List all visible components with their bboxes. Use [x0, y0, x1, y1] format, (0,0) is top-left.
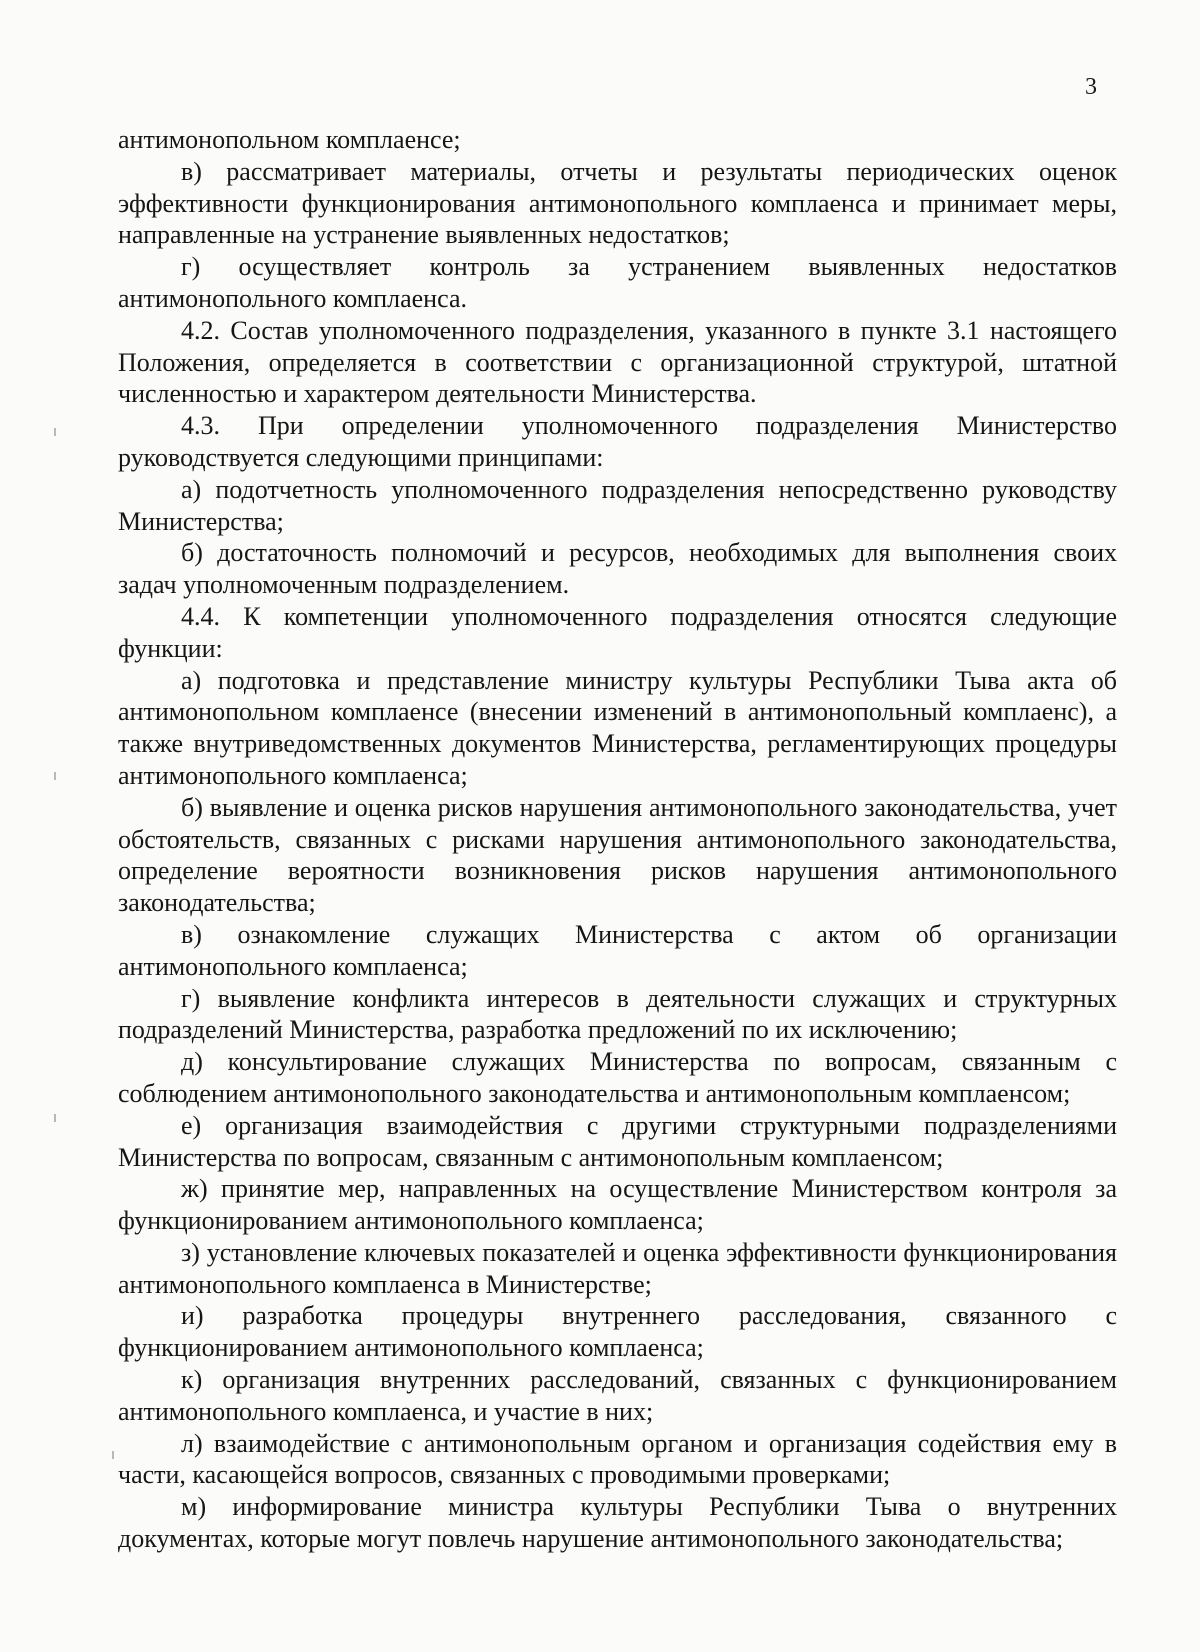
- scan-margin-mark: [112, 1451, 114, 1459]
- paragraph-4-4: 4.4. К компетенции уполномоченного подразделения относятся следующие функции:: [118, 601, 1117, 663]
- paragraph-4-3-b: б) достаточность полномочий и ресурсов, необходимых для выполнения своих задач уполномоченным подразделением.: [118, 538, 1117, 600]
- scan-margin-mark: [54, 428, 56, 436]
- paragraph-continuation: антимонопольном комплаенсе;: [118, 125, 461, 154]
- paragraph-4-4-m: м) информирование министра культуры Республики Тыва о внутренних документах, которые могут повлечь нарушение антимонопольного законодательства;: [118, 1492, 1117, 1554]
- paragraph-4-4-zh: ж) принятие мер, направленных на осуществление Министерством контроля за функционированием антимонопольного комплаенса;: [118, 1174, 1117, 1236]
- paragraph-4-4-v: в) ознакомление служащих Министерства с актом об организации антимонопольного комплаенса;: [118, 919, 1117, 981]
- paragraph-4-4-b: б) выявление и оценка рисков нарушения антимонопольного законодательства, учет обстоятельств, связанных с рисками нарушения антимонопольного законодательства, определение вероятности возникновения рисков нарушения антимонопольного законодательства;: [118, 792, 1117, 918]
- paragraph-4-3: 4.3. При определении уполномоченного подразделения Министерство руководствуется следующими принципами:: [118, 411, 1117, 472]
- paragraph-item-v: в) рассматривает материалы, отчеты и результаты периодических оценок эффективности функционирования антимонопольного комплаенса и принимает меры, направленные на устранение выявленных недостатков;: [118, 156, 1117, 250]
- page-number: 3: [1085, 74, 1097, 100]
- paragraph-item-g: г) осуществляет контроль за устранением выявленных недостатков антимонопольного комплаенса.: [118, 252, 1117, 313]
- scan-margin-mark: [54, 1114, 56, 1122]
- scan-margin-mark: [54, 772, 56, 780]
- paragraph-4-4-g: г) выявление конфликта интересов в деятельности служащих и структурных подразделений Министерства, разработка предложений по их исключению;: [118, 983, 1117, 1045]
- paragraph-4-4-l: л) взаимодействие с антимонопольным органом и организация содействия ему в части, касающейся вопросов, связанных с проводимыми проверками;: [118, 1428, 1117, 1490]
- paragraph-4-2: 4.2. Состав уполномоченного подразделения, указанного в пункте 3.1 настоящего Положения, определяется в соответствии с организационной структурой, штатной численностью и характером деятельности Министерства.: [118, 315, 1117, 409]
- paragraph-4-4-a: а) подготовка и представление министру культуры Республики Тыва акта об антимонопольном комплаенсе (внесении изменений в антимонопольный комплаенс), а также внутриведомственных документов Министерства, регламентирующих процедуры антимонопольного комплаенса;: [118, 665, 1117, 790]
- paragraph-4-4-z: з) установление ключевых показателей и оценка эффективности функционирования антимонопольного комплаенса в Министерстве;: [118, 1237, 1117, 1299]
- paragraph-4-4-i: и) разработка процедуры внутреннего расследования, связанного с функционированием антимонопольного комплаенса;: [118, 1301, 1117, 1363]
- paragraph-4-4-k: к) организация внутренних расследований, связанных с функционированием антимонопольного комплаенса, и участие в них;: [118, 1365, 1117, 1426]
- paragraph-4-3-a: а) подотчетность уполномоченного подразделения непосредственно руководству Министерства;: [118, 474, 1117, 536]
- document-body: [118, 124, 1117, 1555]
- paragraph-4-4-d: д) консультирование служащих Министерства по вопросам, связанным с соблюдением антимонопольного законодательства и антимонопольным комплаенсом;: [118, 1047, 1117, 1108]
- paragraph-4-4-e: е) организация взаимодействия с другими структурными подразделениями Министерства по вопросам, связанным с антимонопольным комплаенсом;: [118, 1110, 1117, 1172]
